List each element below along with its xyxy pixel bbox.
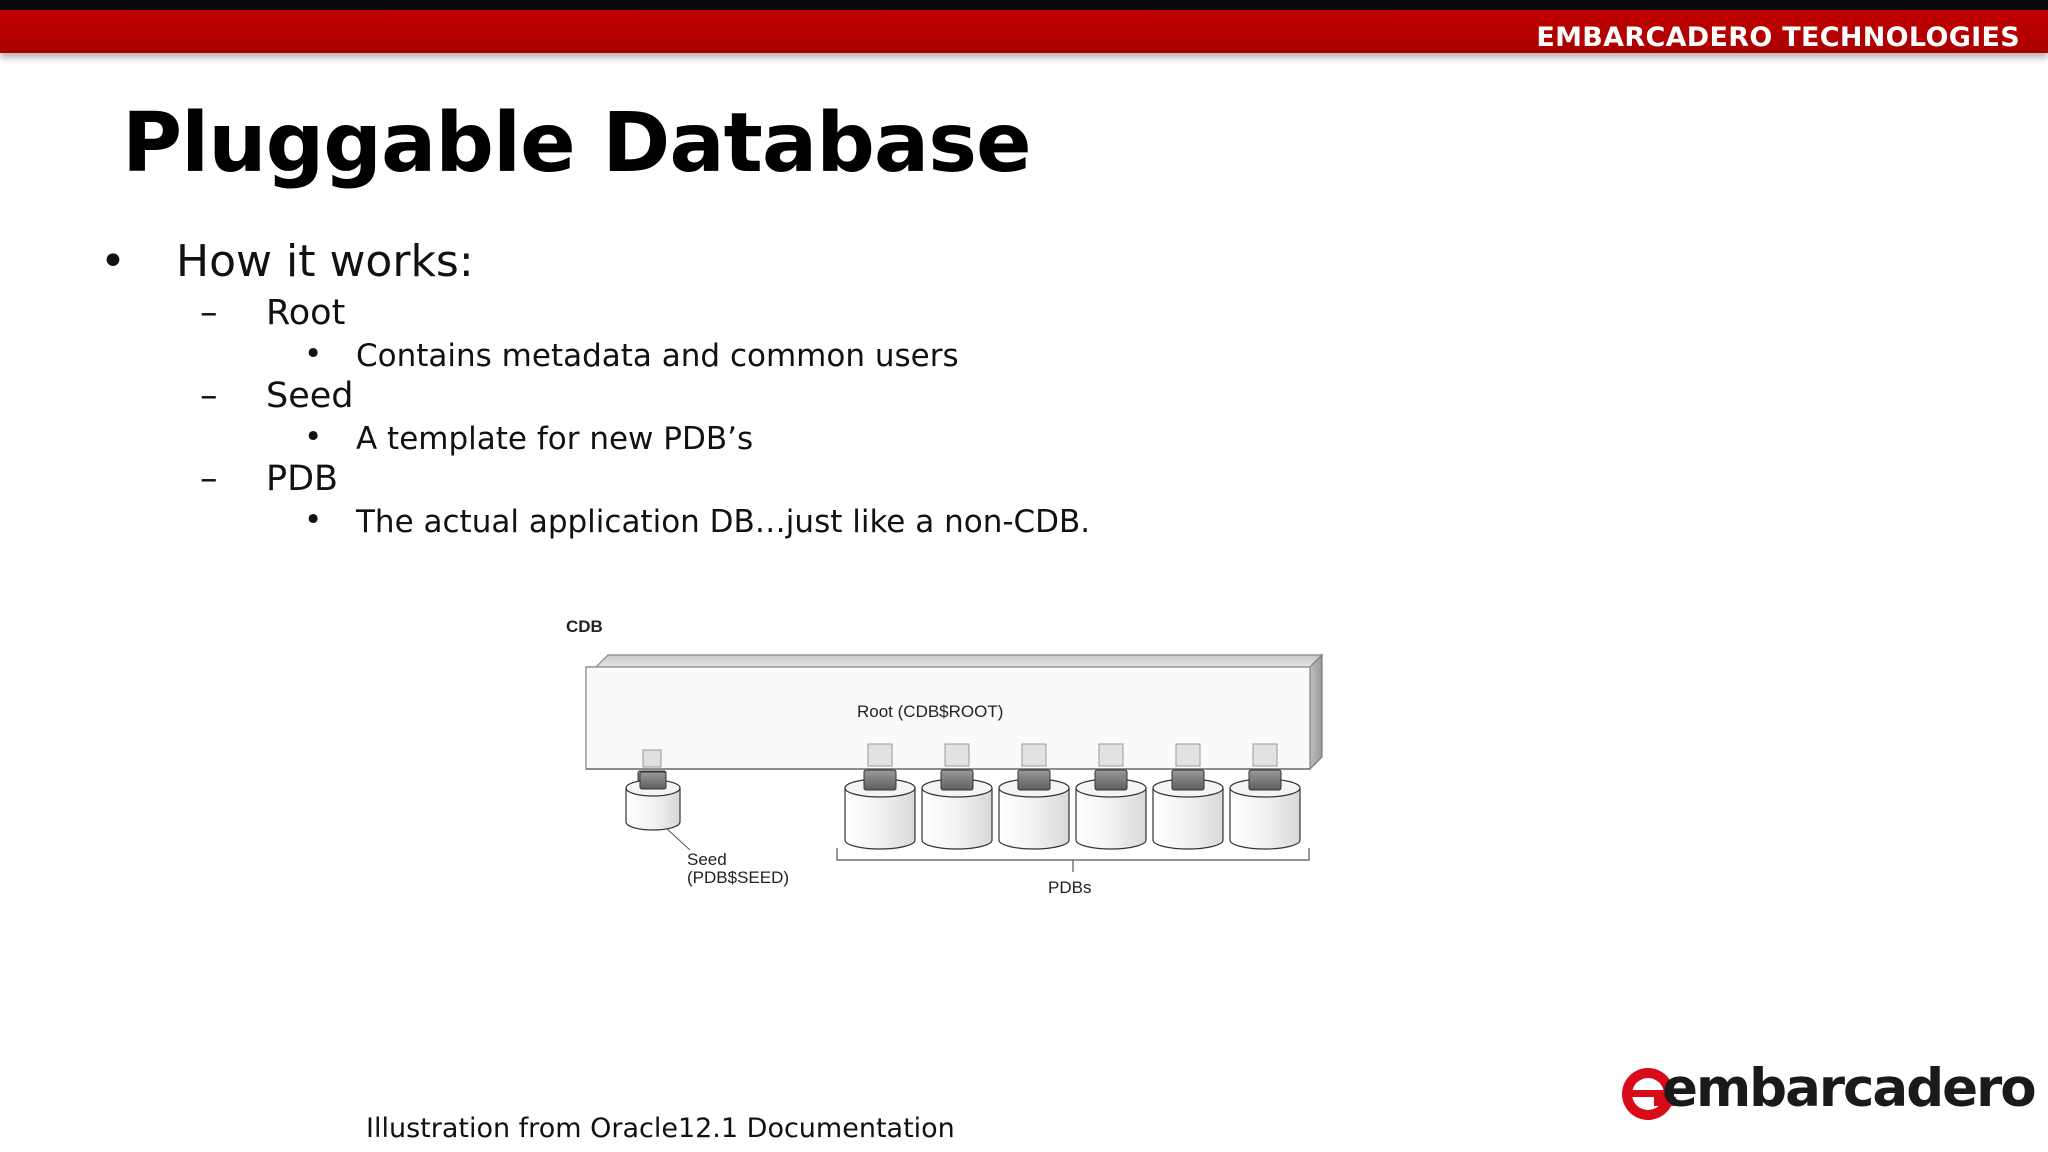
header-top-strip <box>0 0 2048 10</box>
detail-bullet-text: Contains metadata and common users <box>356 338 959 374</box>
bullet-icon: • <box>304 502 323 538</box>
detail-bullet-text: A template for new PDB’s <box>356 421 754 457</box>
bullet-icon: • <box>304 419 323 455</box>
pdbs-label: PDBs <box>1048 878 1092 897</box>
bullet-main-text: How it works: <box>176 236 474 287</box>
sub-bullet-label: PDB <box>266 459 339 499</box>
root-label: Root (CDB$ROOT) <box>857 702 1004 721</box>
pdbs-bracket <box>837 848 1309 872</box>
company-name: EMBARCADERO TECHNOLOGIES <box>1536 22 2020 53</box>
sub-bullet-label: Seed <box>266 376 354 416</box>
detail-bullet-text: The actual application DB…just like a non-CDB. <box>356 504 1091 540</box>
slide-title: Pluggable Database <box>122 96 1031 191</box>
sub-bullet-label: Root <box>266 293 346 333</box>
logo-text: embarcadero <box>1662 1058 2035 1119</box>
dash-icon: – <box>200 376 218 416</box>
seed-label-sub: (PDB$SEED) <box>687 868 790 887</box>
seed-label: Seed <box>687 850 727 869</box>
bullet-icon: • <box>304 336 323 372</box>
header-bar <box>0 10 2048 53</box>
dash-icon: – <box>200 293 218 333</box>
figure-caption: Illustration from Oracle12.1 Documentation <box>366 1113 955 1144</box>
dash-icon: – <box>200 459 218 499</box>
cdb-label: CDB <box>566 617 603 636</box>
embarcadero-logo <box>1620 1058 2035 1122</box>
seed-pointer-line <box>666 828 690 850</box>
cdb-diagram <box>560 610 1340 910</box>
bullet-icon: • <box>100 236 126 287</box>
